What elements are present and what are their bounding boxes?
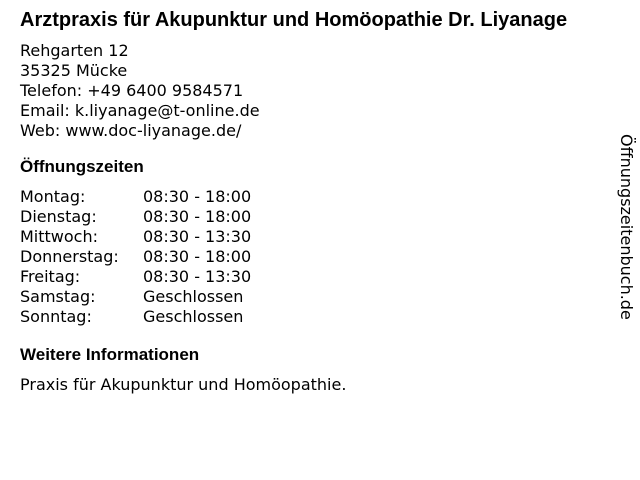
practice-title: Arztpraxis für Akupunktur und Homöopathie Dr. Liyanage	[20, 9, 568, 31]
opening-hours-heading: Öffnungszeiten	[20, 157, 144, 176]
email-address: Email: k.liyanage@t-online.de	[20, 101, 260, 120]
opening-hours-table	[20, 187, 595, 327]
hours-row-friday	[20, 267, 595, 287]
hours-day: Donnerstag:	[20, 247, 119, 266]
further-info-text: Praxis für Akupunktur und Homöopathie.	[20, 375, 347, 394]
website-link: Web: www.doc-liyanage.de/	[20, 121, 242, 140]
hours-day: Sonntag:	[20, 307, 92, 326]
hours-day: Freitag:	[20, 267, 81, 286]
hours-time: 08:30 - 18:00	[143, 207, 252, 226]
hours-day: Montag:	[20, 187, 86, 206]
city-postal: 35325 Mücke	[20, 61, 128, 80]
hours-time: 08:30 - 13:30	[143, 227, 252, 246]
address-block	[20, 41, 595, 141]
hours-day: Mittwoch:	[20, 227, 98, 246]
hours-row-monday	[20, 187, 595, 207]
practice-card	[20, 9, 595, 395]
hours-day: Samstag:	[20, 287, 96, 306]
hours-row-saturday	[20, 287, 595, 307]
phone-number: Telefon: +49 6400 9584571	[20, 81, 244, 100]
hours-time: 08:30 - 13:30	[143, 267, 252, 286]
hours-day: Dienstag:	[20, 207, 97, 226]
hours-row-tuesday	[20, 207, 595, 227]
hours-time: 08:30 - 18:00	[143, 247, 252, 266]
street-address: Rehgarten 12	[20, 41, 129, 60]
hours-time: Geschlossen	[143, 287, 244, 306]
further-info-heading: Weitere Informationen	[20, 345, 200, 364]
hours-time: Geschlossen	[143, 307, 244, 326]
watermark-text: Öffnungszeitenbuch.de	[617, 134, 636, 320]
hours-row-thursday	[20, 247, 595, 267]
hours-row-wednesday	[20, 227, 595, 247]
hours-row-sunday	[20, 307, 595, 327]
hours-time: 08:30 - 18:00	[143, 187, 252, 206]
watermark	[612, 134, 638, 334]
